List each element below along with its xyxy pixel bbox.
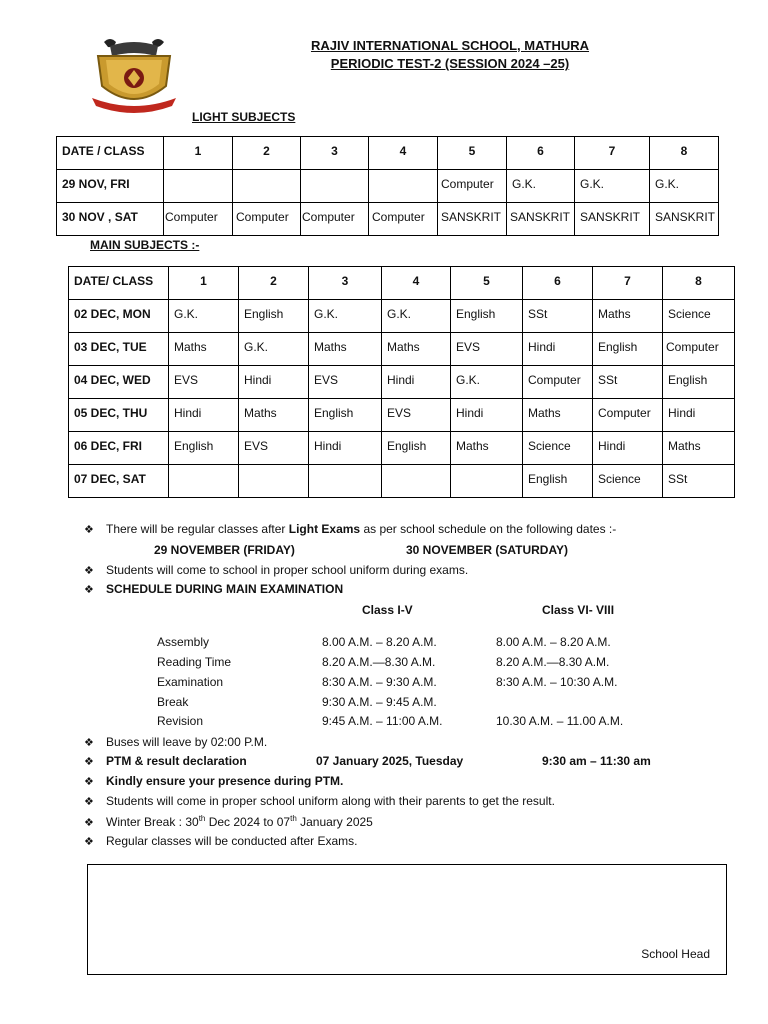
table-header-row	[69, 267, 735, 300]
header-cell: 6	[507, 137, 575, 170]
header-cell: 1	[164, 137, 233, 170]
schedule-time: 8.00 A.M. – 8.20 A.M.	[322, 635, 437, 649]
note-text-bold: Light Exams	[288, 522, 361, 536]
table-cell: Hindi	[382, 366, 451, 399]
ptm-date: 07 January 2025, Tuesday	[316, 754, 464, 768]
table-cell: Computer	[233, 203, 301, 236]
bullet-icon: ❖	[84, 756, 94, 768]
table-cell: Computer	[164, 203, 233, 236]
list-item	[84, 735, 267, 751]
schedule-time: 8.00 A.M. – 8.20 A.M.	[496, 635, 611, 649]
schedule-time: 8:30 A.M. – 9:30 A.M.	[322, 675, 437, 689]
note-sup: th	[290, 814, 297, 823]
header-cell: 5	[438, 137, 507, 170]
table-cell: English	[663, 366, 735, 399]
note-text: Kindly ensure your presence during PTM.	[106, 774, 344, 788]
list-item	[84, 814, 373, 830]
table-cell: G.K.	[382, 300, 451, 333]
bullet-icon: ❖	[84, 584, 94, 596]
note-text: Students will come in proper school uniform along with their parents to get the result.	[106, 794, 555, 808]
table-cell: Maths	[663, 432, 735, 465]
table-cell: EVS	[451, 333, 523, 366]
table-cell: English	[451, 300, 523, 333]
table-row	[69, 432, 735, 465]
bullet-icon: ❖	[84, 796, 94, 808]
table-cell: English	[309, 399, 382, 432]
table-cell: Maths	[451, 432, 523, 465]
table-cell: G.K.	[650, 170, 719, 203]
schedule-time: 9:30 A.M. – 9:45 A.M.	[322, 695, 437, 709]
bullet-icon: ❖	[84, 776, 94, 788]
note-text: Winter Break : 30	[106, 815, 199, 829]
table-cell: Maths	[169, 333, 239, 366]
table-cell: Maths	[523, 399, 593, 432]
bullet-icon: ❖	[84, 817, 94, 829]
table-cell: G.K.	[451, 366, 523, 399]
test-title: PERIODIC TEST-2 (SESSION 2024 –25)	[330, 56, 570, 71]
school-name: RAJIV INTERNATIONAL SCHOOL, MATHURA	[310, 38, 590, 53]
header-cell: 7	[575, 137, 650, 170]
bullet-icon: ❖	[84, 737, 94, 749]
table-cell	[451, 465, 523, 498]
schedule-label: Assembly	[157, 635, 210, 649]
header-cell: DATE/ CLASS	[69, 267, 169, 300]
date-cell: 04 DEC, WED	[69, 366, 169, 399]
header-cell: 1	[169, 267, 239, 300]
table-cell: English	[523, 465, 593, 498]
table-cell: Computer	[301, 203, 369, 236]
main-subjects-title: MAIN SUBJECTS :-	[90, 238, 200, 252]
header-cell: 8	[663, 267, 735, 300]
schedule-col-header: Class VI- VIII	[542, 603, 615, 617]
table-row	[69, 300, 735, 333]
table-cell	[239, 465, 309, 498]
table-cell: G.K.	[507, 170, 575, 203]
table-row	[57, 170, 719, 203]
table-cell: Computer	[523, 366, 593, 399]
table-cell: Computer	[663, 333, 735, 366]
date-cell: 29 NOV, FRI	[57, 170, 164, 203]
note-sup: th	[198, 814, 206, 823]
table-row	[69, 333, 735, 366]
note-text: Students will come to school in proper school uniform during exams.	[106, 563, 469, 577]
table-cell	[369, 170, 438, 203]
table-cell	[309, 465, 382, 498]
schedule-time: 8:30 A.M. – 10:30 A.M.	[496, 675, 618, 689]
list-item	[84, 774, 343, 790]
schedule-label: Examination	[157, 675, 224, 689]
table-cell: SSt	[663, 465, 735, 498]
header-cell: 7	[593, 267, 663, 300]
notes-section	[84, 522, 724, 852]
note-text: Regular classes will be conducted after Exams.	[106, 834, 358, 848]
header-cell: 5	[451, 267, 523, 300]
table-cell: Hindi	[309, 432, 382, 465]
table-cell: Computer	[593, 399, 663, 432]
table-cell: SANSKRIT	[438, 203, 507, 236]
table-cell: Computer	[438, 170, 507, 203]
bullet-icon: ❖	[84, 524, 94, 536]
table-cell	[169, 465, 239, 498]
schedule-time: 10.30 A.M. – 11.00 A.M.	[496, 714, 624, 728]
bullet-icon: ❖	[84, 836, 94, 848]
ptm-time: 9:30 am – 11:30 am	[542, 754, 651, 768]
note-text: Dec 2024 to 07	[205, 815, 291, 829]
date-cell: 07 DEC, SAT	[69, 465, 169, 498]
table-cell: G.K.	[575, 170, 650, 203]
date-cell: 06 DEC, FRI	[69, 432, 169, 465]
list-item	[84, 563, 468, 579]
table-cell: EVS	[239, 432, 309, 465]
table-cell	[233, 170, 301, 203]
header-cell: 6	[523, 267, 593, 300]
school-crest-icon	[86, 34, 182, 114]
ptm-label: PTM & result declaration	[106, 754, 247, 768]
school-head-label: School Head	[641, 947, 710, 961]
list-item	[84, 794, 555, 810]
table-cell: EVS	[169, 366, 239, 399]
light-subjects-title: LIGHT SUBJECTS	[192, 110, 296, 124]
table-cell: Hindi	[169, 399, 239, 432]
header-cell: 3	[301, 137, 369, 170]
table-cell: SANSKRIT	[575, 203, 650, 236]
date-cell: 05 DEC, THU	[69, 399, 169, 432]
header-cell: 4	[369, 137, 438, 170]
date-cell: 03 DEC, TUE	[69, 333, 169, 366]
table-cell: Maths	[239, 399, 309, 432]
table-cell: G.K.	[239, 333, 309, 366]
light-subjects-table	[56, 136, 719, 236]
schedule-label: Reading Time	[157, 655, 232, 669]
table-cell: English	[593, 333, 663, 366]
date-cell: 30 NOV , SAT	[57, 203, 164, 236]
regular-class-date-1: 29 NOVEMBER (FRIDAY)	[154, 543, 295, 557]
note-text: January 2025	[296, 815, 373, 829]
date-cell: 02 DEC, MON	[69, 300, 169, 333]
schedule-time: 8.20 A.M.—8.30 A.M.	[496, 655, 610, 669]
table-cell: Maths	[382, 333, 451, 366]
header-cell: 8	[650, 137, 719, 170]
table-row	[69, 399, 735, 432]
table-cell: English	[239, 300, 309, 333]
note-text: Buses will leave by 02:00 P.M.	[106, 735, 268, 749]
table-cell: G.K.	[309, 300, 382, 333]
list-item	[84, 522, 616, 538]
table-cell: English	[169, 432, 239, 465]
header-cell: 4	[382, 267, 451, 300]
table-cell: Hindi	[523, 333, 593, 366]
bullet-icon: ❖	[84, 565, 94, 577]
table-cell: Hindi	[593, 432, 663, 465]
schedule-col-header: Class I-V	[362, 603, 413, 617]
table-cell: Science	[593, 465, 663, 498]
schedule-time: 9:45 A.M. – 11:00 A.M.	[322, 714, 443, 728]
table-row	[57, 203, 719, 236]
signature-box	[87, 864, 727, 975]
table-cell	[164, 170, 233, 203]
list-item	[84, 582, 343, 598]
table-cell: Maths	[309, 333, 382, 366]
table-cell: Hindi	[239, 366, 309, 399]
schedule-label: Revision	[157, 714, 204, 728]
main-subjects-table	[68, 266, 735, 498]
table-cell: G.K.	[169, 300, 239, 333]
schedule-heading: SCHEDULE DURING MAIN EXAMINATION	[106, 582, 344, 596]
regular-class-date-2: 30 NOVEMBER (SATURDAY)	[406, 543, 569, 557]
schedule-time: 8.20 A.M.—8.30 A.M.	[322, 655, 436, 669]
table-cell: SSt	[593, 366, 663, 399]
table-cell: Science	[663, 300, 735, 333]
table-cell: SANSKRIT	[650, 203, 719, 236]
table-cell: Science	[523, 432, 593, 465]
header-cell: 2	[239, 267, 309, 300]
table-cell	[382, 465, 451, 498]
table-cell: SSt	[523, 300, 593, 333]
table-header-row	[57, 137, 719, 170]
table-cell: English	[382, 432, 451, 465]
table-cell: SANSKRIT	[507, 203, 575, 236]
table-cell: Hindi	[663, 399, 735, 432]
header-cell: DATE / CLASS	[57, 137, 164, 170]
header-cell: 2	[233, 137, 301, 170]
note-text: as per school schedule on the following dates :-	[360, 522, 617, 536]
table-cell: Computer	[369, 203, 438, 236]
list-item	[84, 834, 357, 850]
note-text: There will be regular classes after	[106, 522, 289, 536]
table-row	[69, 465, 735, 498]
table-cell: EVS	[382, 399, 451, 432]
list-item	[84, 754, 247, 770]
table-cell: Hindi	[451, 399, 523, 432]
header-cell: 3	[309, 267, 382, 300]
table-cell	[301, 170, 369, 203]
table-cell: Maths	[593, 300, 663, 333]
schedule-label: Break	[157, 695, 189, 709]
table-row	[69, 366, 735, 399]
table-cell: EVS	[309, 366, 382, 399]
